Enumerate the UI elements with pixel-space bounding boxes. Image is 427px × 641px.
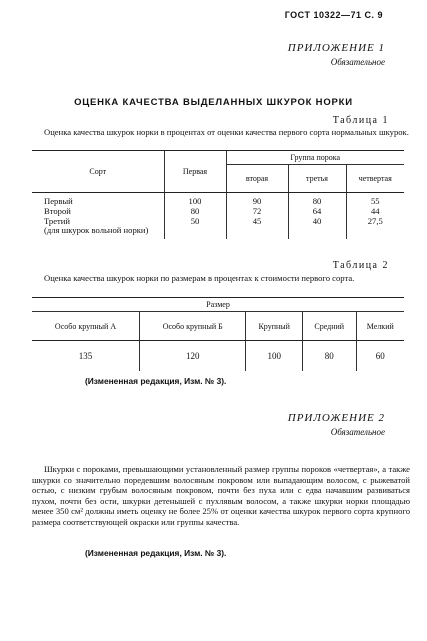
- table-2-header: Мелкий: [356, 312, 404, 341]
- table-1-header-first: Первая: [164, 151, 226, 193]
- table-1-cell: 90: [226, 193, 288, 207]
- amendment-note-2: (Измененная редакция, Изм. № 3).: [85, 548, 227, 558]
- table-2-header: Средний: [302, 312, 356, 341]
- appendix-1-status: Обязательное: [330, 57, 385, 67]
- table-1-cell: 45: [226, 216, 288, 239]
- table-row: [32, 193, 404, 207]
- table-1-sort: Третий: [44, 216, 70, 226]
- table-1-sort-note: (для шкурок вольной норки): [44, 225, 149, 235]
- table-2-cell: 60: [356, 341, 404, 371]
- table-1-cell: 100: [164, 193, 226, 207]
- table-2-cell: 100: [246, 341, 303, 371]
- table-2-header: Особо крупный Б: [140, 312, 246, 341]
- table-1-cell: 40: [288, 216, 346, 239]
- page-header: ГОСТ 10322—71 С. 9: [284, 10, 383, 20]
- table-1-cell: 72: [226, 206, 288, 216]
- table-1-cell: 44: [346, 206, 404, 216]
- table-1-header-fourth: четвертая: [346, 165, 404, 193]
- table-1-header-sort: Сорт: [32, 151, 164, 193]
- table-1-header-third: третья: [288, 165, 346, 193]
- table-1: [32, 150, 404, 239]
- table-1-cell: 64: [288, 206, 346, 216]
- table-1-cell: 50: [164, 216, 226, 239]
- appendix-2-title: ПРИЛОЖЕНИЕ 2: [287, 412, 385, 424]
- table-2-header: Особо крупный А: [32, 312, 140, 341]
- amendment-note-1: (Измененная редакция, Изм. № 3).: [85, 376, 227, 386]
- table-2-header: Крупный: [246, 312, 303, 341]
- table-2-intro-text: Оценка качества шкурок норки по размерам в процентах к стоимости первого сорта.: [44, 273, 355, 283]
- appendix-2-status: Обязательное: [330, 427, 385, 437]
- table-2-intro: [32, 273, 410, 284]
- appendix-2-body: [32, 464, 410, 527]
- table-1-sort: Первый: [44, 196, 73, 206]
- table-2-caption: Таблица 2: [332, 260, 389, 271]
- table-1-sort-cell: [32, 216, 164, 239]
- table-1-intro: [32, 127, 410, 138]
- table-1-header-group: Группа порока: [226, 151, 404, 165]
- table-1-cell: 27,5: [346, 216, 404, 239]
- table-row: [32, 206, 404, 216]
- table-row: [32, 216, 404, 239]
- table-row: [32, 341, 404, 371]
- table-2-cell: 135: [78, 350, 93, 361]
- table-1-caption: Таблица 1: [332, 115, 389, 126]
- table-2: [32, 297, 404, 371]
- document-heading: ОЦЕНКА КАЧЕСТВА ВЫДЕЛАННЫХ ШКУРОК НОРКИ: [74, 97, 353, 108]
- appendix-1-title: ПРИЛОЖЕНИЕ 1: [287, 42, 385, 54]
- table-1-header-second: вторая: [226, 165, 288, 193]
- table-1-cell: 55: [346, 193, 404, 207]
- table-1-intro-text: Оценка качества шкурок норки в процентах от оценки качества первого сорта нормальных шкурок.: [44, 127, 409, 137]
- table-2-header-size: Размер: [32, 298, 404, 312]
- appendix-2-text: Шкурки с пороками, превышающими установленный размер группы пороков «четвертая», а также шкурки со значительно поредевшим волосяным покровом или выпадающим волосом, с рыжеватой остью, с низким грубым волосяным покровом, почти без пуха или с едва начавшим развиваться пухом, почти без ости, шкурки детенышей с пухлявым волосом, а также шкурки норки площадью менее 350 см² должны иметь оценку не более 25% от оценки качества шкурок первого сорта крупного размера соответствующей окраски или группы качества.: [32, 464, 410, 527]
- table-2-cell: 80: [302, 341, 356, 371]
- table-1-sort: Второй: [44, 206, 71, 216]
- table-2-cell: 120: [140, 341, 246, 371]
- table-1-cell: 80: [164, 206, 226, 216]
- table-1-cell: 80: [288, 193, 346, 207]
